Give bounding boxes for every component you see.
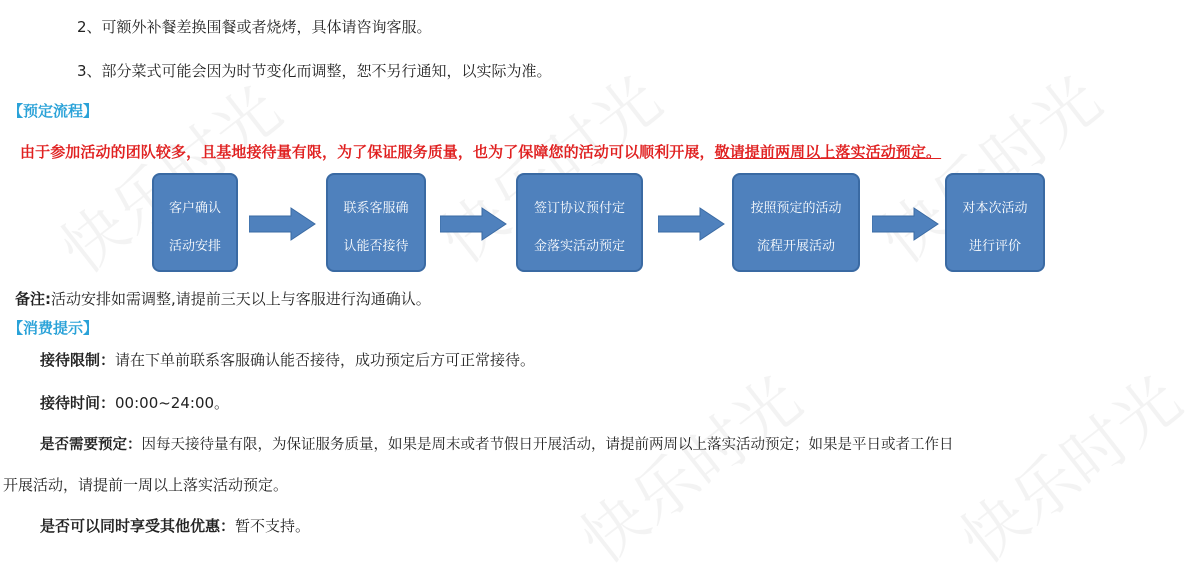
watermark [939, 351, 1197, 581]
arrow-right-icon [249, 206, 317, 242]
step-5-line1: 对本次活动 [962, 201, 1028, 216]
note-item-3: 3、部分菜式可能会因为时节变化而调整，恕不另行通知，以实际为准。 [77, 62, 552, 80]
tip-time-label: 接待时间： [40, 394, 116, 412]
step-3-line2: 金落实活动预定 [533, 239, 625, 254]
step-3-line1: 签订协议预付定 [533, 201, 625, 216]
step-1-line2: 活动安排 [168, 239, 221, 254]
tip-discount [40, 515, 310, 536]
tip-reception-time [40, 392, 229, 413]
step-4-line2: 流程开展活动 [756, 239, 835, 254]
remark-label: 备注: [15, 290, 51, 308]
step-box-5 [945, 173, 1045, 272]
step-box-1 [152, 173, 238, 272]
tip-reservation [40, 433, 954, 454]
step-box-3 [516, 173, 643, 272]
arrow-right-icon [872, 206, 940, 242]
tip-reservation-continued: 开展活动，请提前一周以上落实活动预定。 [3, 476, 289, 494]
tip-reception-limit [40, 349, 535, 370]
section-title-tips: 【消费提示】 [8, 319, 99, 337]
arrow-right-icon [658, 206, 726, 242]
step-box-4 [732, 173, 860, 272]
arrow-right-icon [440, 206, 508, 242]
tip-reserve-label: 是否需要预定： [40, 437, 142, 453]
tip-limit-label: 接待限制： [40, 351, 116, 369]
note-item-2: 2、可额外补餐差换围餐或者烧烤，具体请咨询客服。 [77, 18, 432, 36]
step-5-line2: 进行评价 [968, 239, 1021, 254]
banner-main-text: 由于参加活动的团队较多，且基地接待量有限，为了保证服务质量，也为了保障您的活动可以顺利开展， [20, 143, 715, 161]
banner-underlined-text: 敬请提前两周以上落实活动预定。 [714, 143, 942, 161]
step-1-line1: 客户确认 [168, 201, 221, 216]
section-title-booking: 【预定流程】 [8, 102, 99, 120]
step-2-line1: 联系客服确 [343, 201, 409, 216]
step-4-line1: 按照预定的活动 [750, 201, 842, 216]
watermark [559, 351, 817, 581]
step-box-2 [326, 173, 426, 272]
step-2-line2: 认能否接待 [343, 239, 409, 254]
booking-notice-banner [20, 141, 941, 162]
tip-limit-text: 请在下单前联系客服确认能否接待，成功预定后方可正常接待。 [115, 351, 536, 369]
tip-reserve-text: 因每天接待量有限，为保证服务质量，如果是周末或者节假日开展活动，请提前两周以上落实活动预定；如果是平日或者工作日 [141, 437, 954, 453]
tip-discount-label: 是否可以同时享受其他优惠： [40, 517, 236, 535]
remark [15, 288, 431, 309]
tip-discount-text: 暂不支持。 [235, 517, 311, 535]
tip-time-text: 00:00~24:00。 [115, 394, 230, 412]
remark-text: 活动安排如需调整,请提前三天以上与客服进行沟通确认。 [51, 290, 431, 308]
